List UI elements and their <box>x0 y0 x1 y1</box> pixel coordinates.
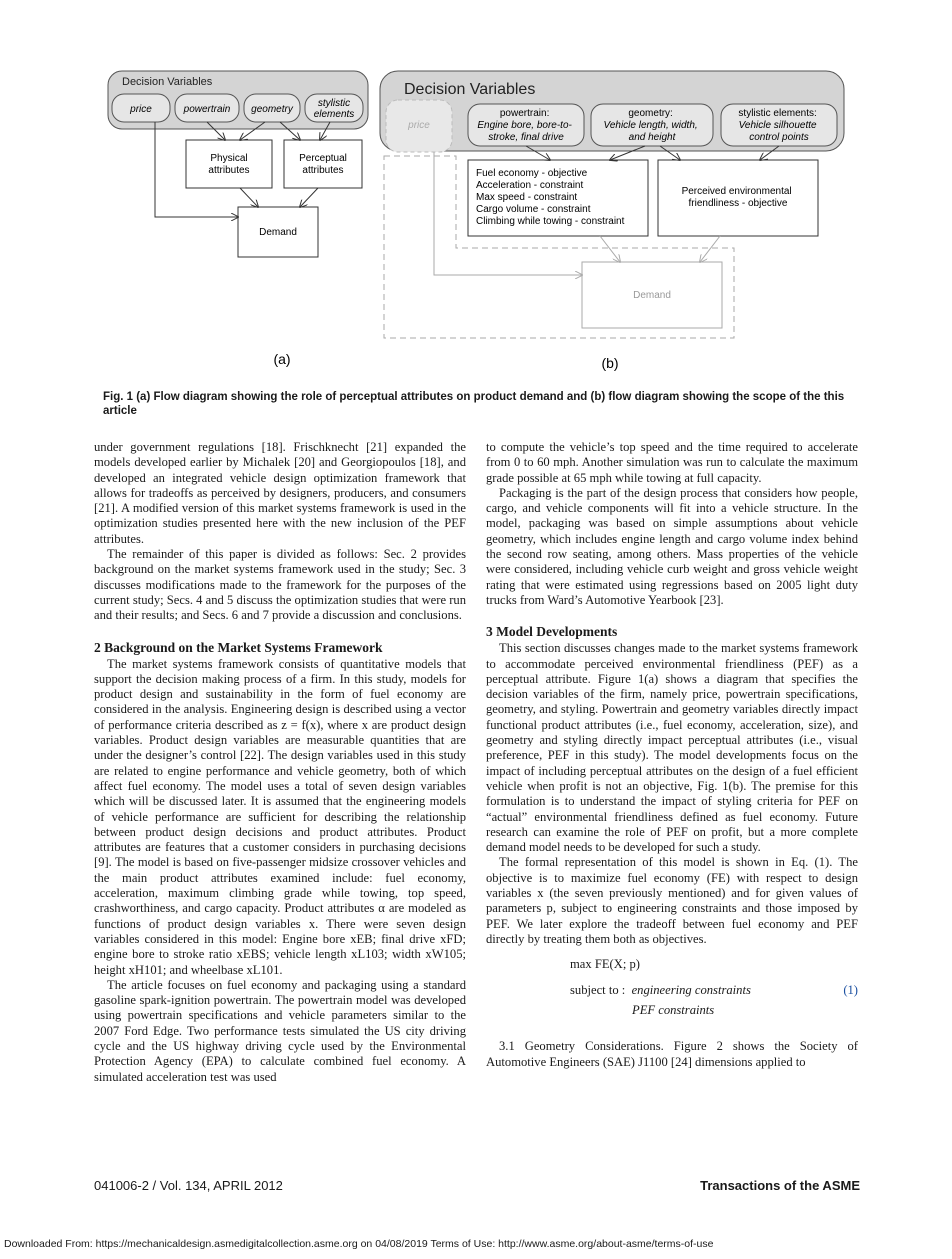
panel-b-title: Decision Variables <box>404 81 536 98</box>
panel-b-pef: Perceived environmental friendliness - objective <box>681 186 792 209</box>
equation-objective: max FE(X; p) <box>570 957 640 972</box>
figure-caption: Fig. 1 (a) Flow diagram showing the role of perceptual attributes on product demand and (b) flow diagram showing the scope of the this article <box>103 391 845 417</box>
panel-b-label: (b) <box>601 355 619 371</box>
panel-a-demand: Demand <box>259 227 297 238</box>
equation-pef-constraints: PEF constraints <box>632 1003 715 1018</box>
section-2-heading: 2 Background on the Market Systems Framework <box>94 639 383 655</box>
left-paragraph-4: The article focuses on fuel economy and packaging using a standard gasoline spark-ignition powertrain. The powertrain model was developed using powertrain specifications and vehicle parameters similar to the 2007 Ford Edge. Two performance tests simulated the US city driving cycle and the US highway driving cycle used by the Environmental Protection Agency (EPA) to calculate combined fuel economy. A simulated acceleration test was used <box>94 977 466 1084</box>
panel-b-objectives: Fuel economy - objective Acceleration - constraint Max speed - constraint Cargo volume - constraint Climbing while towing - constraint <box>476 168 625 227</box>
panel-b-price: price <box>408 120 430 131</box>
panel-a-perceptual: Perceptual attributes <box>299 153 347 176</box>
panel-b-demand: Demand <box>633 290 671 301</box>
panel-b-geometry: geometry: Vehicle length, width, and height <box>603 108 698 143</box>
right-paragraph-2: Packaging is the part of the design process that considers how people, cargo, and vehicle components will fit into a vehicle structure. In the model, packaging was based on simple assumptions about vehicle geometry, which includes engine length and cargo volume index behind the second row seating, among others. Mass properties of the vehicle were considered, including vehicle curb weight and gross vehicle weight rating that were estimated using regressions based on 2005 light duty trucks from Ward’s Automotive Yearbook [23]. <box>486 485 858 607</box>
panel-b <box>380 71 844 371</box>
right-paragraph-5: 3.1 Geometry Considerations. Figure 2 shows the Society of Automotive Engineers (SAE) J1100 [24] dimensions applied to <box>486 1039 858 1069</box>
right-paragraph-3: This section discusses changes made to the market systems framework to accommodate perceived environmental friendliness (PEF) as a perceptual attribute. Figure 1(a) shows a diagram that specifies the decision variables of the firm, namely price, powertrain specifications, geometry, and styling. Powertrain and geometry variables directly impact functional product attributes (i.e., fuel economy, acceleration, size), and geometry and styling directly impact perceptual attributes (i.e., visual preference, PEF in this study). The model developments focus on the impact of including perceptual attributes on the design of a fuel efficient vehicle when profit is not an objective, Fig. 1(b). The premise for this formulation is to understand the impact of styling criteria for PEF on “actual” environmental friendliness defined as fuel economy. Future research can examine the role of PEF on profit, but a more complete demand model needs to be developed for such a study. <box>486 641 858 855</box>
panel-b-powertrain: powertrain: Engine bore, bore-to- stroke, final drive <box>477 108 572 143</box>
left-paragraph-2: The remainder of this paper is divided as follows: Sec. 2 provides background on the market systems framework used in the study; Sec. 3 discusses modifications made to the framework for the purposes of the current study; Secs. 4 and 5 discuss the optimization studies that were run and their results; and Secs. 6 and 7 provide a discussion and conclusions. <box>94 547 466 623</box>
figure-1 <box>0 0 952 385</box>
left-paragraph-1: under government regulations [18]. Frischknecht [21] expanded the models developed earlier by Michalek [20] and Georgiopoulos [18], and developed an integrated vehicle design optimization framework that allows for tradeoffs as perceived by designers, producers, and consumers [21]. A modified version of this market systems framework is used in the optimization studies presented here with the new inclusion of the PEF attributes. <box>94 440 466 546</box>
download-notice: Downloaded From: https://mechanicaldesign.asmedigitalcollection.asme.org on 04/08/2019 Terms of Use: http://www.asme.org/about-asme/terms-of-use <box>4 1238 714 1250</box>
right-paragraph-1: to compute the vehicle’s top speed and the time required to accelerate from 0 to 60 mph. Another simulation was run to calculate the maximum grade possible at 65 mph while towing at full capacity. <box>486 440 858 485</box>
panel-a-stylistic: stylistic elements <box>313 98 355 120</box>
panel-a-title: Decision Variables <box>122 76 213 88</box>
equation-subject-to: subject to : engineering constraints <box>570 983 751 998</box>
panel-a-label: (a) <box>273 351 291 367</box>
left-column <box>94 440 466 1085</box>
panel-a-physical: Physical attributes <box>208 153 250 176</box>
equation-1 <box>486 955 858 1035</box>
equation-number[interactable]: (1) <box>843 983 858 998</box>
panel-a <box>108 71 368 367</box>
right-column <box>486 440 858 1070</box>
panel-a-powertrain: powertrain <box>183 104 231 115</box>
section-3-heading: 3 Model Developments <box>486 624 618 640</box>
footer-journal-title: Transactions of the ASME <box>700 1178 860 1193</box>
footer-journal-info: 041006-2 / Vol. 134, APRIL 2012 <box>94 1178 283 1193</box>
panel-a-price: price <box>130 104 152 115</box>
panel-a-geometry: geometry <box>251 104 293 115</box>
left-paragraph-3: The market systems framework consists of quantitative models that support the decision making process of a firm. In this study, models for product design and sustainability in the form of fuel economy are considered in the analysis. Engineering design is described using a vector of performance criteria described as z = f(x), where x are product design variables. Product design variables are measurable quantities that are under the designer’s control [22]. The design variables used in this study are related to engine performance and vehicle geometry, both of which affect fuel economy. The model uses a total of seven design variables which will be discussed later. It is assumed that the engineering models of vehicle performance are sufficient for describing the relationship between product design decisions and product attributes. Product attributes are features that a customer considers in purchasing decisions [9]. The model is based on five-passenger midsize crossover vehicles and the main product attributes examined include: fuel economy, acceleration, maximum climbing grade while towing, top speed, crashworthiness, and cargo capacity. Product attributes α are modeled as functions of product design variables x. There were seven design variables considered in this model: Engine bore xEB; final drive xFD; engine bore to stroke ratio xEBS; vehicle length xL103; width xW105; height xH101; and wheelbase xL101. <box>94 656 466 977</box>
right-paragraph-4: The formal representation of this model is shown in Eq. (1). The objective is to maximize fuel economy (FE) with respect to design variables x (the seven previously mentioned) and for given values of parameters p, subject to engineering constraints and those imposed by PEF. We later explore the tradeoff between fuel economy and PEF directly by treating them both as objectives. <box>486 855 858 946</box>
panel-b-stylistic: stylistic elements: Vehicle silhouette control points <box>738 108 817 143</box>
